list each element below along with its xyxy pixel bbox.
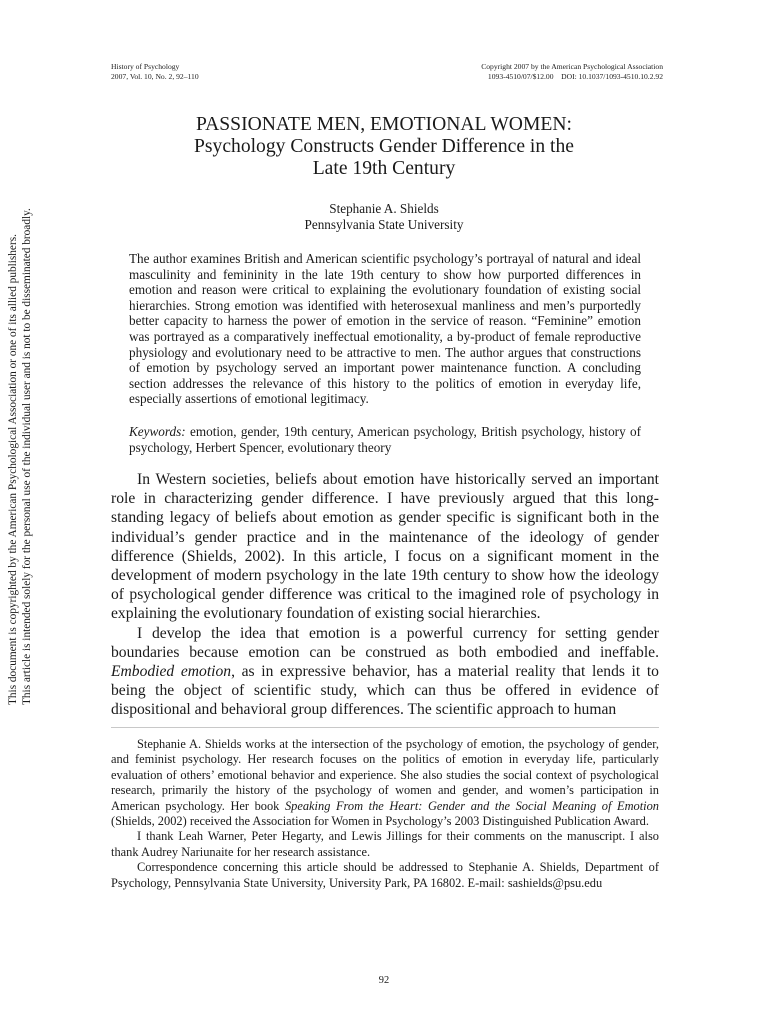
footnote-divider xyxy=(111,727,659,728)
article-title xyxy=(0,114,768,180)
journal-header xyxy=(111,62,199,82)
keywords xyxy=(129,424,641,455)
body-p2-start: I develop the idea that emotion is a powerful currency for setting gender boundaries because emotion can be construed as both embodied and ineffable. xyxy=(111,624,659,661)
fn1-rest: (Shields, 2002) received the Association for Women in Psychology’s 2003 Distinguished Publication Award. xyxy=(111,814,649,829)
journal-citation: 2007, Vol. 10, No. 2, 92–110 xyxy=(111,72,199,81)
body-p2-rest: , as in expressive behavior, has a material reality that lends it to being the object of scientific study, which can thus be offered in evidence of dispositional and behavioral group differences. The scientific approach to human xyxy=(111,663,659,719)
journal-name: History of Psychology xyxy=(111,62,180,71)
abstract: The author examines British and American scientific psychology’s portrayal of natural and ideal masculinity and femininity in the late 19th century to show how purported differences in emotion and reason were critical to explaining the evolutionary foundation of existing social hierarchies. Strong emotion was identified with heterosexual manliness and men’s purportedly better capacity to harness the power of emotion in the service of reason. “Feminine” emotion was portrayed as a comparatively ineffectual emotionality, a by-product of female reproductive physiology and evolutionary need to be attractive to men. The author argues that constructions of emotion by psychology served an important power maintenance function. A concluding section addresses the relevance of this history to the politics of emotion in everyday life, especially assertions of emotional legitimacy. xyxy=(129,251,641,407)
body-p2-emphasis: Embodied emotion xyxy=(111,663,232,681)
page-number: 92 xyxy=(378,975,390,986)
side-notice-line-1: This document is copyrighted by the American Psychological Association or one of its allied publishers. xyxy=(7,234,19,705)
body-paragraph-2 xyxy=(111,624,659,720)
copyright-side-notice xyxy=(0,0,48,720)
copyright-header xyxy=(481,62,663,82)
author-footnotes xyxy=(111,737,659,891)
keywords-list: emotion, gender, 19th century, American psychology, British psychology, history of psychology, Herbert Spencer, evolutionary theory xyxy=(129,424,642,455)
title-line-2: Psychology Constructs Gender Difference in the xyxy=(194,136,574,157)
copyright-line: Copyright 2007 by the American Psychological Association xyxy=(481,62,663,71)
title-line-3: Late 19th Century xyxy=(312,158,456,179)
fn1-start: Stephanie A. Shields works at the intersection of the psychology of emotion, the psychology of gender, and feminist psychology. Her research focuses on the politics of emotion in everyday life, particularly evaluation of others’ emotional behavior and experience. She also studies the social context of psychological research, primarily the history of the psychology of women and gender, and women’s participation in American psychology. Her book xyxy=(111,737,659,813)
footnote-acknowledgments: I thank Leah Warner, Peter Hegarty, and Lewis Jillings for their comments on the manuscript. I also thank Audrey Nariunaite for her research assistance. xyxy=(111,829,659,859)
article-body xyxy=(111,470,659,720)
body-paragraph-1: In Western societies, beliefs about emotion have historically served an important role in characterizing gender difference. I have previously argued that this long-standing legacy of beliefs about emotion as gender specific is significant both in the individual’s gender practice and in the maintenance of the ideology of gender difference (Shields, 2002). In this article, I focus on a significant moment in the development of modern psychology in the late 19th century to show how the ideology of psychological gender difference was critical to the imagined role of psychology in explaining the evolutionary foundation of existing social hierarchies. xyxy=(111,471,659,623)
keywords-label: Keywords: xyxy=(129,424,186,439)
issn-doi-line: 1093-4510/07/$12.00 DOI: 10.1037/1093-4510.10.2.92 xyxy=(487,72,663,81)
footnote-author-bio xyxy=(111,737,659,829)
author-affiliation: Pennsylvania State University xyxy=(304,217,464,232)
title-line-1: PASSIONATE MEN, EMOTIONAL WOMEN: xyxy=(196,114,572,135)
side-notice-line-2: This article is intended solely for the personal use of the individual user and is not to be disseminated broadly. xyxy=(21,208,33,705)
footnote-correspondence: Correspondence concerning this article should be addressed to Stephanie A. Shields, Department of Psychology, Pennsylvania State University, University Park, PA 16802. E-mail: sashields@psu.edu xyxy=(111,860,659,890)
fn1-book-title: Speaking From the Heart: Gender and the Social Meaning of Emotion xyxy=(284,798,659,813)
author-name: Stephanie A. Shields xyxy=(329,201,439,216)
